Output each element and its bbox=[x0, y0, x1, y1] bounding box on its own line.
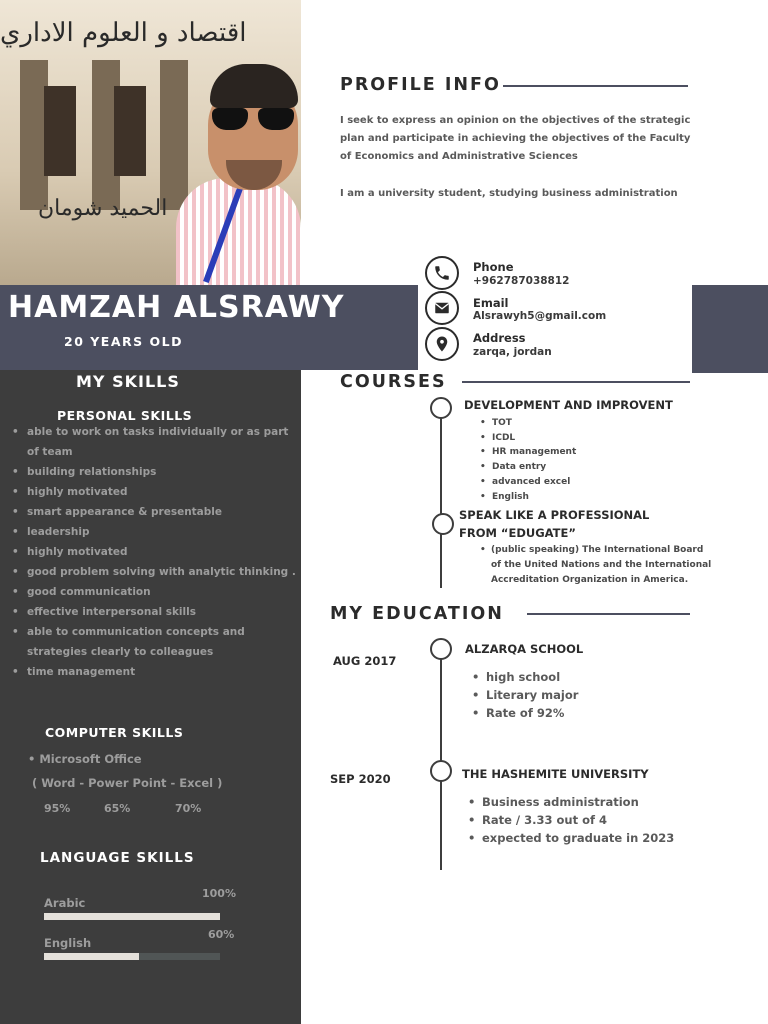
list-item: • effective interpersonal skills bbox=[12, 602, 297, 622]
list-item: • good problem solving with analytic thinking . bbox=[12, 562, 297, 582]
phone-label: Phone bbox=[473, 260, 514, 274]
list-item: • Rate of 92% bbox=[470, 704, 578, 722]
list-item: • time management bbox=[12, 662, 297, 682]
computer-skills-heading: COMPUTER SKILLS bbox=[45, 725, 184, 740]
course-2-title-line2: FROM “EDUGATE” bbox=[459, 526, 576, 540]
profile-divider bbox=[503, 85, 688, 87]
education-divider bbox=[527, 613, 690, 615]
list-item: • TOT bbox=[478, 416, 576, 431]
english-percent: 60% bbox=[208, 928, 235, 941]
courses-timeline bbox=[440, 410, 442, 588]
arabic-label: Arabic bbox=[44, 896, 86, 910]
education-2-date: SEP 2020 bbox=[330, 772, 391, 786]
arabic-level-bar bbox=[44, 913, 220, 920]
list-item: • advanced excel bbox=[478, 475, 576, 490]
arabic-percent: 100% bbox=[202, 887, 236, 900]
personal-skills-heading: PERSONAL SKILLS bbox=[57, 408, 193, 423]
education-1-list bbox=[470, 668, 578, 722]
list-item: • English bbox=[478, 490, 576, 505]
education-2-list bbox=[466, 793, 674, 847]
list-item: • leadership bbox=[12, 522, 297, 542]
list-item: • Literary major bbox=[470, 686, 578, 704]
list-item: • ICDL bbox=[478, 431, 576, 446]
timeline-dot bbox=[430, 760, 452, 782]
person-name: HAMZAH ALSRAWY bbox=[8, 290, 345, 325]
education-1-date: AUG 2017 bbox=[333, 654, 397, 668]
profile-photo bbox=[0, 0, 301, 285]
english-label: English bbox=[44, 936, 92, 950]
list-item: • HR management bbox=[478, 445, 576, 460]
timeline-dot bbox=[432, 513, 454, 535]
email-label: Email bbox=[473, 296, 509, 310]
word-percent: 95% bbox=[44, 802, 71, 815]
photo-sign-bottom: الحميد شومان bbox=[38, 196, 168, 221]
building-window bbox=[114, 86, 146, 176]
course-2-description: • (public speaking) The International Board of the United Nations and the International Accreditation Organization in America. bbox=[478, 543, 714, 588]
list-item: • Business administration bbox=[466, 793, 674, 811]
address-value: zarqa, jordan bbox=[473, 346, 552, 358]
list-item: • expected to graduate in 2023 bbox=[466, 829, 674, 847]
email-value[interactable]: Alsrawyh5@gmail.com bbox=[473, 310, 607, 322]
location-pin-icon bbox=[425, 327, 459, 361]
photo-sign-top: اقتصاد و العلوم الاداري bbox=[0, 18, 247, 48]
list-item: • building relationships bbox=[12, 462, 297, 482]
list-item: • high school bbox=[470, 668, 578, 686]
education-2-school: THE HASHEMITE UNIVERSITY bbox=[462, 767, 649, 781]
building-window bbox=[44, 86, 76, 176]
english-level-fill bbox=[44, 953, 139, 960]
timeline-dot bbox=[430, 638, 452, 660]
list-item: • able to communication concepts and strategies clearly to colleagues bbox=[12, 622, 297, 662]
person-age: 20 YEARS OLD bbox=[64, 334, 183, 349]
excel-percent: 70% bbox=[175, 802, 202, 815]
phone-icon bbox=[425, 256, 459, 290]
phone-value[interactable]: +962787038812 bbox=[473, 275, 570, 287]
courses-divider bbox=[462, 381, 690, 383]
list-item: • highly motivated bbox=[12, 482, 297, 502]
profile-paragraph-1: I seek to express an opinion on the objectives of the strategic plan and participate in achieving the objectives of the Faculty of Economics and Administrative Sciences bbox=[340, 115, 691, 162]
course-2-title-line1: SPEAK LIKE A PROFESSIONAL bbox=[459, 508, 650, 522]
language-skills-heading: LANGUAGE SKILLS bbox=[40, 850, 195, 866]
education-1-school: ALZARQA SCHOOL bbox=[465, 642, 584, 656]
english-level-bar bbox=[44, 953, 220, 960]
list-item: • good communication bbox=[12, 582, 297, 602]
building-pillar bbox=[160, 60, 188, 210]
list-item: • able to work on tasks individually or as part of team bbox=[12, 422, 297, 462]
sunglasses bbox=[212, 108, 294, 130]
powerpoint-percent: 65% bbox=[104, 802, 131, 815]
profile-paragraph-2: I am a university student, studying business administration bbox=[340, 188, 678, 199]
personal-skills-list bbox=[12, 422, 297, 682]
person-hair bbox=[210, 64, 298, 108]
timeline-dot bbox=[430, 397, 452, 419]
courses-heading: COURSES bbox=[340, 372, 447, 392]
skills-heading: MY SKILLS bbox=[76, 372, 180, 391]
arabic-level-fill bbox=[44, 913, 220, 920]
list-item: • Rate / 3.33 out of 4 bbox=[466, 811, 674, 829]
profile-heading: PROFILE INFO bbox=[340, 75, 501, 95]
list-item: • smart appearance & presentable bbox=[12, 502, 297, 522]
decorative-block bbox=[692, 285, 768, 373]
course-1-list bbox=[478, 416, 576, 504]
address-label: Address bbox=[473, 331, 526, 345]
computer-skill-item: • Microsoft Office bbox=[28, 752, 142, 766]
list-item: • Data entry bbox=[478, 460, 576, 475]
education-heading: MY EDUCATION bbox=[330, 604, 504, 624]
course-1-title: DEVELOPMENT AND IMPROVENT bbox=[464, 398, 673, 412]
mail-icon bbox=[425, 291, 459, 325]
computer-skill-sub: ( Word - Power Point - Excel ) bbox=[32, 776, 223, 790]
list-item: • highly motivated bbox=[12, 542, 297, 562]
